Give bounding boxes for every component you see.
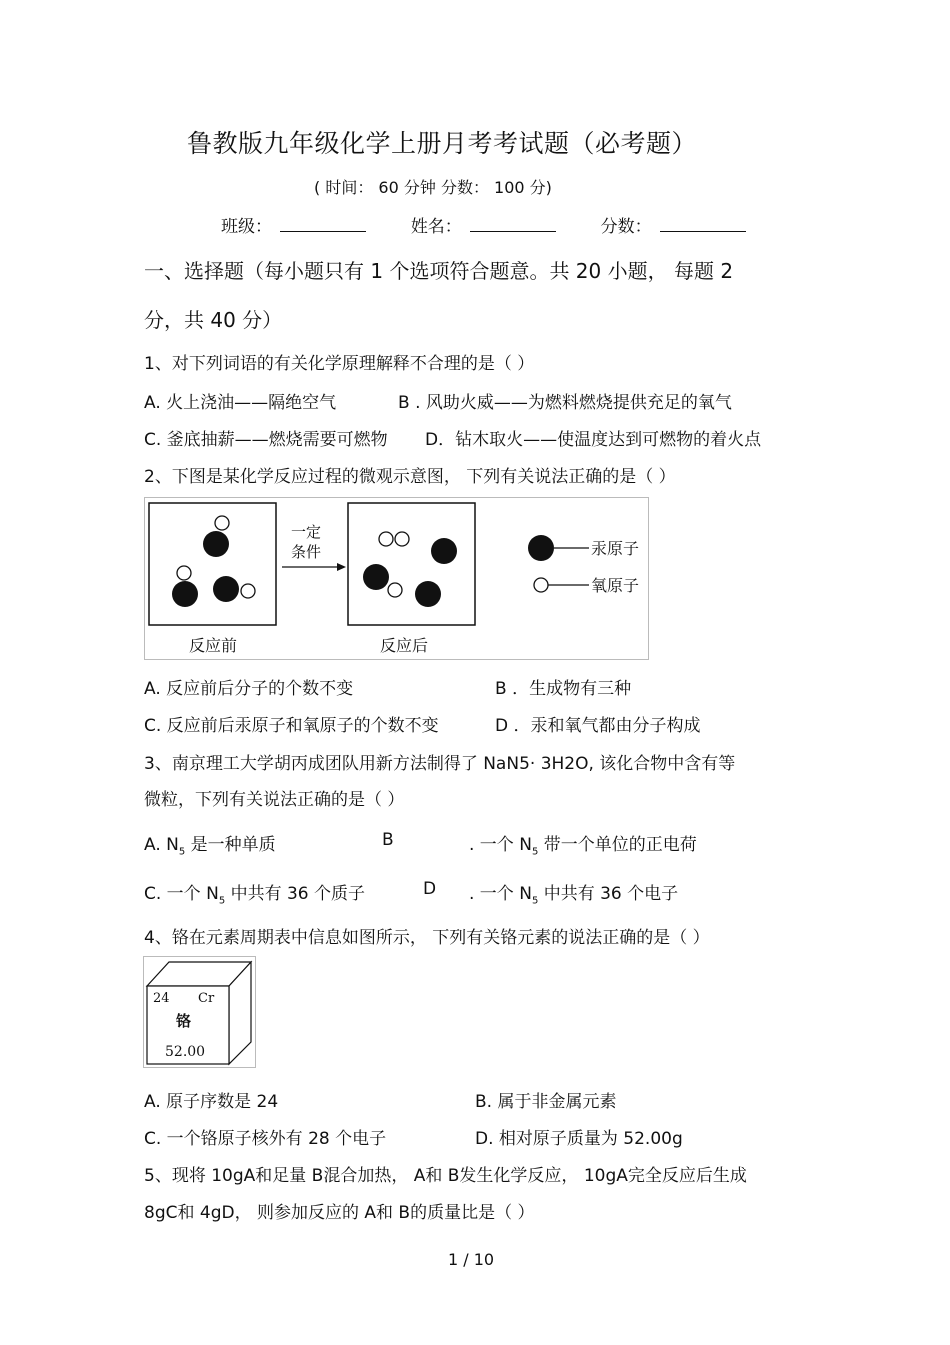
q2-option-b: B ．生成物有三种: [495, 679, 632, 699]
mercury-atom: [203, 531, 229, 557]
q2-stem: 2、下图是某化学反应过程的微观示意图， 下列有关说法正确的是（ ）: [144, 467, 676, 487]
legend-mercury-label: 汞原子: [591, 539, 640, 558]
element-symbol: Cr: [198, 991, 215, 1006]
score-label: 分数：: [600, 217, 652, 237]
q4-option-c: C. 一个铬原子核外有 28 个电子: [144, 1129, 387, 1149]
q3-stem-line1: 3、南京理工大学胡丙成团队用新方法制得了 NaN5· 3H2O, 该化合物中含有等: [144, 754, 736, 774]
after-caption: 反应后: [380, 636, 429, 655]
page-number: 1 / 10: [448, 1250, 495, 1269]
q3-option-d-label: D: [423, 879, 437, 899]
legend-oxygen-label: 氧原子: [591, 576, 640, 595]
q3-option-a: A. $N_5$ 是一种单质: [144, 835, 276, 858]
atomic-mass: 52.00: [165, 1044, 206, 1060]
arrow-label-line1: 一定: [291, 523, 322, 541]
q4-option-b: B. 属于非金属元素: [475, 1092, 617, 1112]
oxygen-atom: [241, 584, 255, 598]
q1-option-c: C. 釜底抽薪——燃烧需要可燃物: [144, 430, 388, 450]
q1-stem: 1、对下列词语的有关化学原理解释不合理的是（ ）: [144, 354, 535, 374]
class-field[interactable]: [280, 215, 366, 232]
q4-option-a: A. 原子序数是 24: [144, 1092, 279, 1112]
page-title: 鲁教版九年级化学上册月考考试题（必考题）: [187, 129, 698, 158]
name-label: 姓名：: [410, 217, 462, 237]
name-field[interactable]: [470, 215, 556, 232]
q4-stem: 4、铬在元素周期表中信息如图所示， 下列有关铬元素的说法正确的是（ ）: [144, 928, 710, 948]
mercury-atom: [213, 576, 239, 602]
q3-option-c: C. 一个 $N_5$ 中共有 36 个质子: [144, 884, 366, 907]
oxygen-atom: [177, 566, 191, 580]
q1-option-b: B . 风助火威——为燃料燃烧提供充足的氧气: [398, 393, 732, 413]
oxygen-atom: [395, 532, 409, 546]
mercury-atom: [172, 581, 198, 607]
q2-option-d: D ．汞和氧气都由分子构成: [495, 716, 701, 736]
atomic-number: 24: [153, 991, 170, 1006]
arrow-label-line2: 条件: [291, 543, 322, 561]
section-heading-line1: 一、选择题（每小题只有 1 个选项符合题意。共 20 小题， 每题 2: [144, 259, 734, 283]
class-label: 班级：: [221, 217, 272, 237]
element-tile-chromium: [143, 956, 256, 1068]
mercury-atom: [363, 564, 389, 590]
oxygen-atom: [379, 532, 393, 546]
q1-option-a: A. 火上浇油——隔绝空气: [144, 393, 337, 413]
q2-option-c: C. 反应前后汞原子和氧原子的个数不变: [144, 716, 439, 736]
exam-time-score: ( 时间： 60 分钟 分数： 100 分): [314, 178, 552, 197]
q4-option-d: D. 相对原子质量为 52.00g: [475, 1129, 683, 1149]
mercury-atom: [415, 581, 441, 607]
oxygen-atom: [215, 516, 229, 530]
before-caption: 反应前: [189, 636, 238, 655]
q3-option-d: . 一个 $N_5$ 中共有 36 个电子: [469, 884, 679, 907]
section-heading-line2: 分，共 40 分）: [144, 308, 283, 332]
q1-option-d: D．钻木取火——使温度达到可燃物的着火点: [425, 430, 762, 450]
q5-stem-line2: 8gC和 4gD， 则参加反应的 A和 B的质量比是（ ）: [144, 1203, 535, 1223]
q2-option-a: A. 反应前后分子的个数不变: [144, 679, 354, 699]
legend-oxygen-symbol: [534, 578, 548, 592]
mercury-atom: [431, 538, 457, 564]
q3-stem-line2: 微粒，下列有关说法正确的是（ ）: [144, 790, 405, 810]
reaction-diagram: [144, 497, 649, 660]
q3-option-b-label: B: [382, 830, 394, 850]
score-field[interactable]: [660, 215, 746, 232]
element-name: 铬: [176, 1012, 192, 1030]
q5-stem-line1: 5、现将 10gA和足量 B混合加热， A和 B发生化学反应， 10gA完全反应后生成: [144, 1166, 747, 1186]
legend-mercury-symbol: [528, 535, 554, 561]
student-info: [221, 212, 746, 237]
oxygen-atom: [388, 583, 402, 597]
q3-option-b: . 一个 $N_5$ 带一个单位的正电荷: [469, 835, 697, 858]
